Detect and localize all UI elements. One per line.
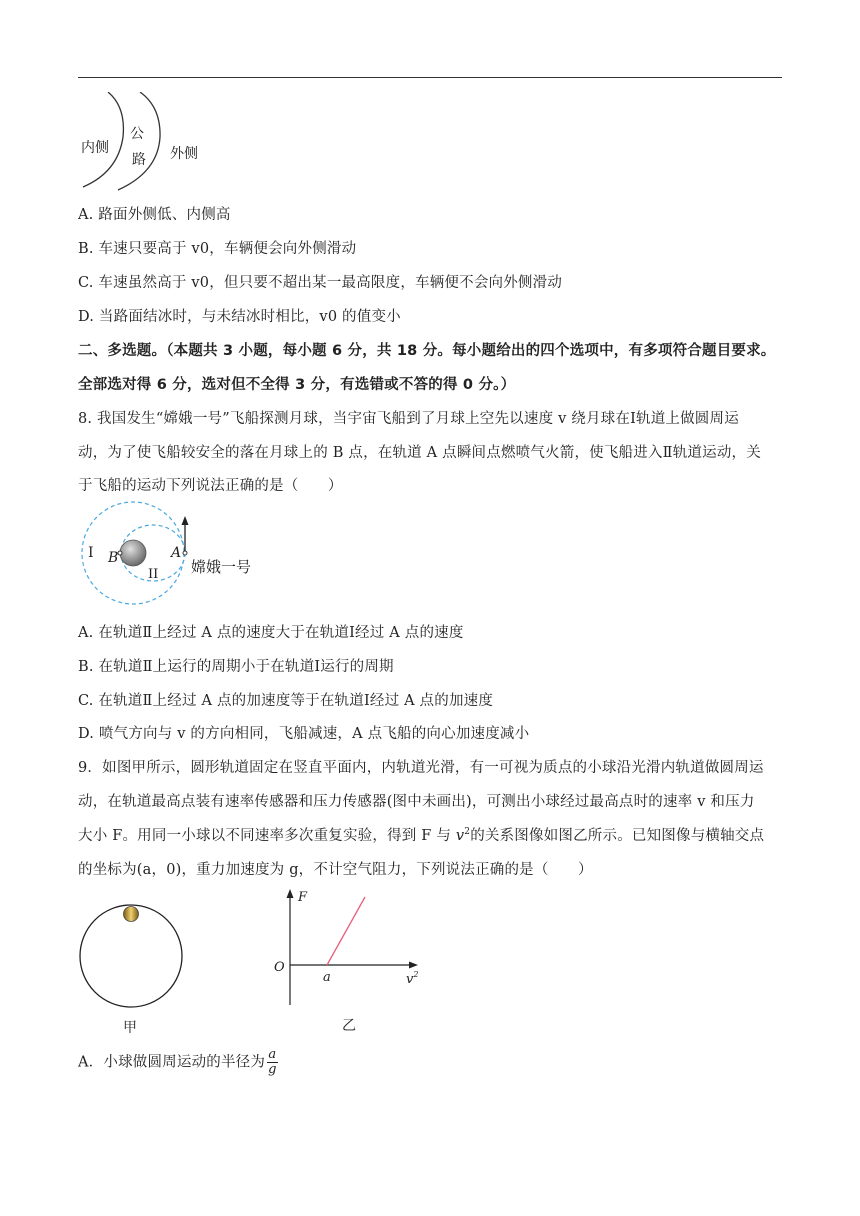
fig-left-caption: 甲 [123, 1020, 137, 1036]
f-v2-graph [268, 885, 428, 1037]
x-axis-arrow [409, 962, 418, 969]
q8-line3: 于飞船的运动下列说法正确的是（ ） [78, 478, 343, 494]
fraction-denominator: g [268, 1062, 277, 1077]
graph-line [327, 897, 365, 965]
q7-option-b: B. 车速只要高于 v0，车辆便会向外侧滑动 [78, 241, 357, 257]
q8-option-d: D. 喷气方向与 v 的方向相同，飞船减速，A 点飞船的向心加速度减小 [78, 726, 530, 742]
q9-line3-v: v [455, 828, 465, 844]
q7-option-d: D. 当路面结冰时，与未结冰时相比，v0 的值变小 [78, 309, 401, 325]
q9-line3 [78, 824, 764, 845]
q9-option-a-fraction [267, 1048, 278, 1077]
section2-line2: 全部选对得 6 分，选对但不全得 3 分，有选错或不答的得 0 分。） [78, 377, 516, 393]
q9-line3-a: 大小 F。用同一小球以不同速率多次重复实验，得到 F 与 [78, 828, 456, 844]
q9-line3-b: 的关系图像如图乙所示。已知图像与横轴交点 [470, 828, 765, 844]
point-a-marker [183, 551, 187, 555]
y-axis-arrow [287, 889, 294, 898]
q8-option-b: B. 在轨道Ⅱ上运行的周期小于在轨道Ⅰ运行的周期 [78, 659, 394, 675]
header-rule [78, 77, 782, 78]
axis-v-sup: 2 [413, 970, 419, 979]
ball [124, 907, 139, 922]
axis-f-label: F [298, 890, 308, 905]
orbit-1-label: I [88, 545, 94, 561]
ship-label: 嫦娥一号 [191, 558, 252, 576]
road-outer-label: 外侧 [170, 146, 198, 162]
circular-track-figure [78, 892, 188, 1037]
q7-option-c: C. 车速虽然高于 v0，但只要不超出某一最高限度，车辆便不会向外侧滑动 [78, 275, 563, 291]
q8-line1: 8. 我国发生“嫦娥一号”飞船探测月球，当宇宙飞船到了月球上空先以速度 v 绕月球在Ⅰ轨道上做圆周运 [78, 411, 739, 427]
point-b-label: B [108, 550, 119, 566]
axis-v-text: v [406, 972, 414, 987]
section2-line1: 二、多选题。（本题共 3 小题，每小题 6 分，共 18 分。每小题给出的四个选项中，有多项符合题目要求。 [78, 343, 776, 359]
fig-right-caption: 乙 [342, 1018, 356, 1034]
q9-line4: 的坐标为(a，0)，重力加速度为 g，不计空气阻力，下列说法正确的是（ ） [78, 862, 593, 878]
axis-v-label [406, 970, 418, 987]
road-label-2: 路 [132, 152, 146, 168]
q9-line1: 9．如图甲所示，圆形轨道固定在竖直平面内，内轨道光滑，有一可视为质点的小球沿光滑内轨道做圆周运 [78, 760, 764, 776]
q9-line2: 动，在轨道最高点装有速率传感器和压力传感器(图中未画出)，可测出小球经过最高点时的速率 v 和压力 [78, 794, 755, 810]
q9-option-a-text: A．小球做圆周运动的半径为 [78, 1054, 266, 1071]
q9-line3-sup: 2 [464, 827, 471, 838]
origin-label: O [274, 960, 285, 975]
point-a-label: a [323, 970, 331, 985]
q9-option-a [78, 1048, 278, 1077]
road-curve-figure [78, 92, 218, 192]
road-inner-label: 内侧 [81, 140, 109, 156]
velocity-arrowhead [182, 516, 189, 525]
q8-line2: 动，为了使飞船较安全的落在月球上的 B 点，在轨道 A 点瞬间点燃喷气火箭，使飞船进入Ⅱ轨道运动，关 [78, 445, 761, 461]
point-b-marker [118, 551, 122, 555]
point-a-label: A [171, 545, 182, 561]
orbit-2-label: II [148, 567, 159, 582]
orbit-figure [78, 500, 278, 610]
moon [120, 540, 146, 566]
q8-option-a: A. 在轨道Ⅱ上经过 A 点的速度大于在轨道Ⅰ经过 A 点的速度 [78, 625, 464, 641]
q7-option-a: A. 路面外侧低、内侧高 [78, 207, 231, 223]
fraction-numerator: a [268, 1047, 277, 1062]
road-label-1: 公 [130, 126, 144, 142]
q8-option-c: C. 在轨道Ⅱ上经过 A 点的加速度等于在轨道Ⅰ经过 A 点的加速度 [78, 693, 494, 709]
